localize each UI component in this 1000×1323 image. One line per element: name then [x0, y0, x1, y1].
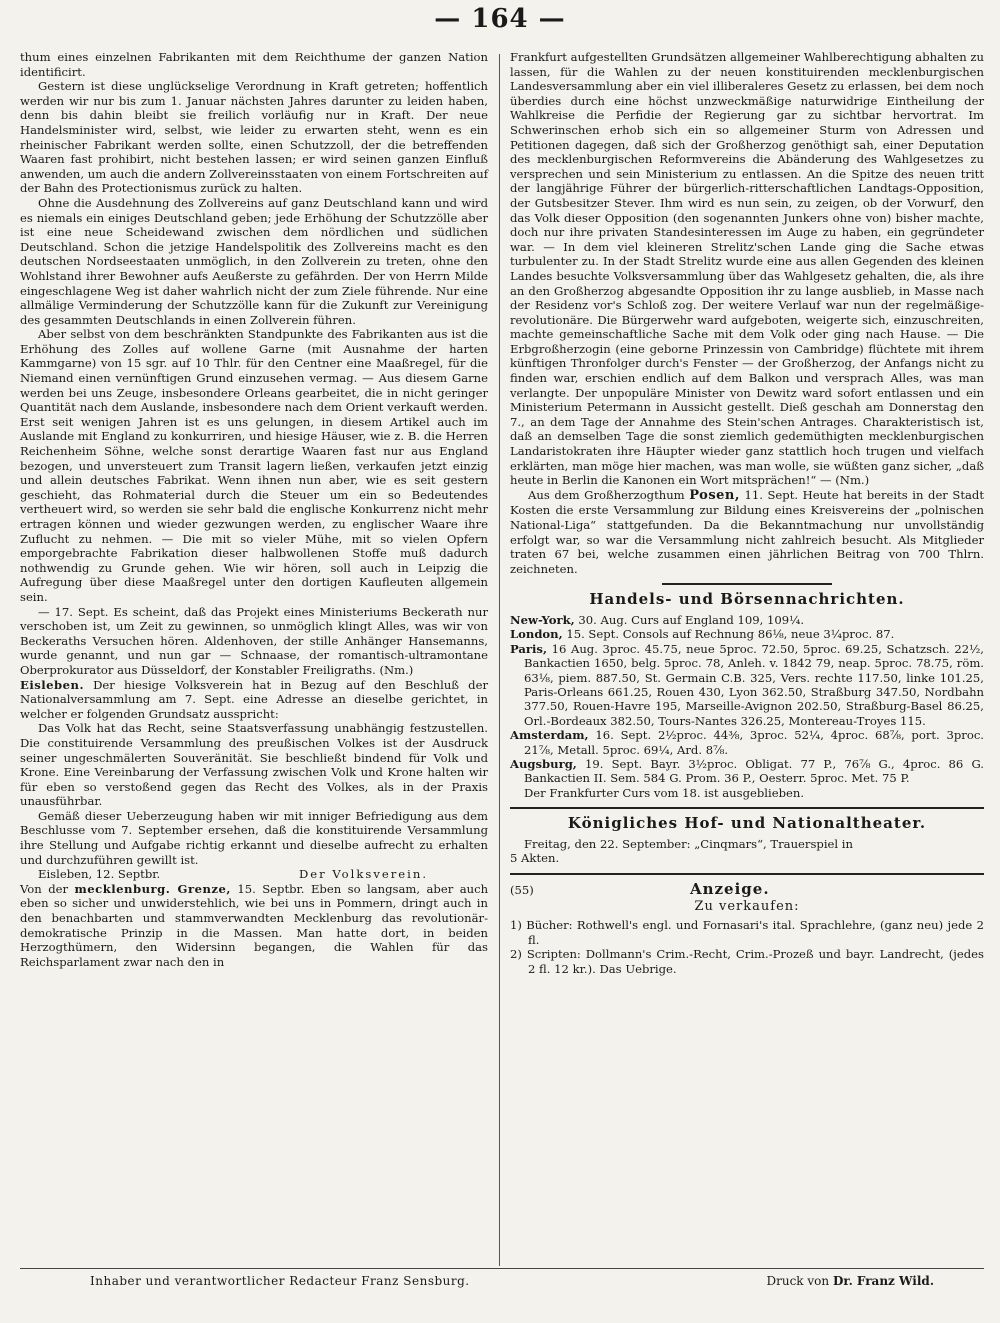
report-text: 11. Sept. Heute hat bereits in der Stadt Kosten die erste Versammlung zur Bildung eines Kreisvereins der „polnischen National-Liga“ stattgefunden. Da die Bekanntmachung nur unvollständig erfolgt war, so war die Versammlung nicht zahlreich besucht. Als Mitglieder traten 67 bei, welche zusammen einen jährlichen Beitrag von 700 Thlrn. zeichneten.	[510, 487, 984, 576]
article-paragraph: Gestern ist diese unglückselige Verordnung in Kraft getreten; hoffentlich werden wir nur bis zum 1. Januar nächsten Jahres darunter zu leiden haben, denn bis dahin bleibt sie freilich vorläufig nur in Kraft. Der neue Handelsminister wird, selbst, wie leider zu erwarten steht, wenn es ein rheinischer Fabrikant werden sollte, einen Schutzzoll, der die betreffenden Waaren fast prohibirt, nicht bestehen lassen; er wird seinen ganzen Einfluß anwenden, um auch die andern Zollvereinsstaaten von einem Fortschreiten auf der Bahn des Protectionismus zurück zu halten.	[20, 79, 488, 196]
exchange-entry	[510, 613, 984, 627]
report-quote: Das Volk hat das Recht, seine Staatsverfassung unabhängig festzustellen. Die constituirende Versammlung des preußischen Volkes ist der Ausdruck seiner ungeschmälerten Souveränität. Sie beschließt bindend für Volk und Krone. Eine Vereinbarung der Verfassung zwischen Volk und Krone halten wir für eben so verstoßend gegen das Recht des Volkes, als in der Praxis unausführbar.	[20, 721, 488, 809]
dateline-place: Eisleben.	[20, 677, 84, 692]
exchange-entry	[510, 642, 984, 728]
exchange-entry	[510, 728, 984, 757]
quote-text: 19. Sept. Bayr. 3½proc. Obligat. 77 P., 76⅞ G., 4proc. 86 G. Bankactien II. Sem. 584 G. Prom. 36 P., Oesterr. 5proc. Met. 75 P.	[524, 757, 984, 786]
advert-section	[510, 882, 984, 977]
advert-subtitle: Zu verkaufen:	[694, 898, 800, 914]
report-paragraph: Gemäß dieser Ueberzeugung haben wir mit inniger Befriedigung aus dem Beschlusse vom 7. September ersehen, daß die konstituirende Versammlung ihre Stellung und Aufgabe richtig erkannt und dieselbe aufrecht zu erhalten und durchzuführen gewillt ist.	[20, 808, 488, 867]
article-paragraph: Aber selbst von dem beschränkten Standpunkte des Fabrikanten aus ist die Erhöhung des Zolles auf wollene Garne (mit Ausnahme der harten Kammgarne) von 15 sgr. auf 10 Thlr. für den Centner eine Maaßregel, für die Niemand einen vernünftigen Grund einzusehen vermag. — Aus diesem Garne werden bei uns Zeuge, insbesondere Orleans gearbeitet, die in nicht geringer Quantität nach dem Auslande, insbesondere nach dem Orient verkauft werden. Erst seit wenigen Jahren ist es uns gelungen, in diesem Artikel auch im Auslande mit England zu konkurriren, und hiesige Häuser, wie z. B. die Herren Reichenheim Söhne, welche sonst derartige Waaren fast nur aus England bezogen, und unversteuert zum Transit lagern ließen, verkaufen jetzt einzig und allein deutsches Fabrikat. Wenn ihnen nun aber, wie es seit gestern geschieht, das Rohmaterial durch die Steuer um ein so Bedeutendes vertheuert wird, so werden sie sehr bald die englische Konkurrenz nicht mehr ertragen können und wieder gezwungen werden, zu englischer Waare ihre Zuflucht zu nehmen. — Die mit so vieler Mühe, mit so vielen Opfern emporgebrachte Fabrikation dieser halbwollenen Stoffe muß dadurch nothwendig zu Grunde gehen. Wie wir hören, soll auch in Leipzig die Aufregung über diese Maaßregel unter den dortigen Kaufleuten allgemein sein.	[20, 327, 488, 604]
signature-line	[20, 867, 488, 882]
city-name: Paris,	[510, 641, 547, 656]
printer-imprint	[766, 1274, 934, 1288]
column-divider	[499, 54, 500, 1266]
section-title: Handels- und Börsennachrichten.	[589, 590, 905, 609]
exchange-section	[510, 592, 984, 800]
exchange-note: Der Frankfurter Curs vom 18. ist ausgeblieben.	[524, 785, 805, 800]
city-name: New-York,	[510, 612, 575, 627]
article-paragraph: — 17. Sept. Es scheint, daß das Projekt eines Ministeriums Beckerath nur verschoben ist, um Zeit zu gewinnen, so unmöglich klingt Alles, was wir von Beckeraths Versuchen hören. Aldenhoven, der stille Anhänger Hansemanns, wurde genannt, und nun gar — Schnaase, der romantisch-ultramontane Oberprokurator aus Düsseldorf, der Konstabler Freiligraths. (Nm.)	[20, 604, 488, 677]
page-number: — 164 —	[434, 4, 566, 34]
quote-text: 16 Aug. 3proc. 45.75, neue 5proc. 72.50, 5proc. 69.25, Schatzsch. 22½, Bankactien 1650, belg. 5proc. 78, Anleh. v. 1842 79, neap. 5proc. 78.75, röm. 63⅛, piem. 887.50, St. Germain C.B. 325, Vers. rechte 117.50, linke 101.25, Paris-Orleans 661.25, Rouen 430, Lyon 362.50, Straßburg 347.50, Nordbahn 377.50, Rouen-Havre 195, Marseille-Avignon 202.50, Straßburg-Basel 86.25, Orl.-Bordeaux 382.50, Tours-Nantes 326.25, Montereau-Troyes 115.	[524, 641, 984, 728]
dateline-place: Posen,	[689, 487, 740, 503]
right-column	[510, 50, 984, 1272]
section-divider	[510, 873, 984, 875]
posen-report	[510, 488, 984, 577]
advert-title: Anzeige.	[690, 880, 770, 899]
city-name: Amsterdam,	[510, 728, 589, 743]
left-column	[20, 50, 488, 1272]
advert-number: (55)	[510, 883, 534, 898]
footer-rule	[20, 1268, 984, 1269]
advert-header	[510, 882, 984, 898]
theatre-section	[510, 816, 984, 866]
mecklenburg-report	[20, 882, 488, 970]
theatre-listing-cont: 5 Akten.	[510, 851, 560, 866]
section-title: Königliches Hof- und Nationaltheater.	[567, 814, 927, 833]
advert-item: 2) Scripten: Dollmann's Crim.-Recht, Crim.-Prozeß und bayr. Landrecht, (jedes 2 fl. 12 kr.). Das Uebrige.	[510, 947, 984, 976]
section-divider	[510, 807, 984, 809]
signature-date: Eisleben, 12. Septbr.	[38, 867, 161, 882]
eisleben-report	[20, 678, 488, 722]
theatre-listing: Freitag, den 22. September: „Cinqmars“, Trauerspiel in	[524, 836, 853, 851]
dateline-lead: Aus dem Großherzogthum	[528, 487, 685, 502]
dateline-lead: Von der	[20, 881, 69, 896]
exchange-entry	[510, 627, 984, 641]
article-paragraph: thum eines einzelnen Fabrikanten mit dem Reichthume der ganzen Nation identificirt.	[20, 50, 488, 79]
report-continuation: Frankfurt aufgestellten Grundsätzen allgemeiner Wahlberechtigung abhalten zu lassen, für die Wahlen zu der neuen konstituirenden mecklenburgischen Landesversammlung aber ein viel illiberaleres Gesetz zu erlassen, bei dem noch überdies durch eine höchst unzweckmäßige naturwidrige Eintheilung der Wahlkreise die Perfidie der Regierung gar zu sichtbar hervortrat. Im Schwerinschen erhob sich ein so allgemeiner Sturm von Adressen und Petitionen dagegen, daß sich der Großherzog genöthigt sah, einer Deputation des mecklenburgischen Reformvereins die Abänderung des Wahlgesetzes zu versprechen und sein Ministerium zu entlassen. An die Spitze des neuen tritt der langjährige Führer der bürgerlich-ritterschaftlichen Landtags-Opposition, der Gutsbesitzer Stever. Ihm wird es nun sein, zu zeigen, ob der Vorwurf, den das Volk dieser Opposition (den sogenannten Junkers ohne von) bisher machte, doch nur ihre privaten Standesinteressen im Auge zu haben, ein gegründeter war. — In dem viel kleineren Strelitz'schen Lande ging die Sache etwas turbulenter zu. In der Stadt Strelitz wurde eine aus allen Gegenden des kleinen Landes besuchte Volksversammlung über das Wahlgesetz gehalten, die, als ihre an den Großherzog abgesandte Opposition ihr zu lange ausblieb, in Masse nach der Residenz vor's Schloß zog. Der weitere Verlauf war nun der regelmäßige-revolutionäre. Die Bürgerwehr ward aufgeboten, weigerte sich, einzuschreiten, machte gemeinschaftliche Sache mit dem Volk oder ging nach Hause. — Die Erbgroßherzogin (eine geborne Prinzessin von Cambridge) flüchtete mit ihrem künftigen Thronfolger durch's Fenster — der Großherzog, der Anfangs nicht zu finden war, erschien endlich auf dem Balkon und versprach Alles, was man verlangte. Der unpopuläre Minister von Dewitz ward sofort entlassen und ein Ministerium Petermann in Aussicht gestellt. Dieß geschah am Donnerstag den 7., an dem Tage der Annahme des Stein'schen Antrages. Charakteristisch ist, daß an demselben Tage die sonst ziemlich gedemüthigten mecklenburgischen Landaristokraten ihre Häupter wieder ganz stattlich hoch trugen und vielfach erklärten, man möge hier machen, was man wolle, sie wüßten ganz sicher, „daß heute in Berlin die Kanonen ein Wort mitsprächen!“ — (Nm.)	[510, 50, 984, 488]
quote-text: 15. Sept. Consols auf Rechnung 86⅛, neue 3¼proc. 87.	[566, 627, 895, 642]
report-text: Der hiesige Volksverein hat in Bezug auf den Beschluß der Nationalversammlung am 7. Sept. eine Adresse an dieselbe gerichtet, in welcher er folgenden Grundsatz ausspricht:	[20, 677, 488, 721]
report-text: 15. Septbr. Eben so langsam, aber auch eben so sicher und unwiderstehlich, wie bei uns in Pommern, dringt auch in den benachbarten und stammverwandten Mecklenburg das revolutionär-demokratische Prinzip in die Massen. Man hatte dort, in beiden Herzogthümern, den Widersinn begangen, die Wahlen für das Reichsparlament zwar nach den in	[20, 881, 489, 969]
article-paragraph: Ohne die Ausdehnung des Zollvereins auf ganz Deutschland kann und wird es niemals ein einiges Deutschland geben; jede Erhöhung der Schutzzölle aber ist eine neue Scheidewand zwischen dem nördlichen und südlichen Deutschland. Schon die jetzige Handelspolitik des Zollvereins macht es den deutschen Nordseestaaten unmöglich, in den Zollverein zu treten, ohne den Wohlstand ihrer Bewohner aufs Aeußerste zu gefährden. Der von Herrn Milde eingeschlagene Weg ist daher wahrlich nicht der zum Ziele führende. Nur eine allmälige Verminderung der Schutzzölle kann für die Zukunft zur Vereinigung des gesammten Deutschlands in einen Zollverein führen.	[20, 195, 488, 327]
quote-text: 16. Sept. 2½proc. 44⅜, 3proc. 52¼, 4proc. 68⅞, port. 3proc. 21⅞, Metall. 5proc. 69¼, Ard. 8⅞.	[524, 728, 984, 757]
city-name: London,	[510, 627, 563, 642]
editor-imprint: Inhaber und verantwortlicher Redacteur Franz Sensburg.	[90, 1274, 470, 1288]
exchange-entry	[510, 757, 984, 786]
signature-name: Der Volksverein.	[298, 867, 428, 882]
printer-label: Druck von	[766, 1274, 830, 1288]
advert-item: 1) Bücher: Rothwell's engl. und Fornasari's ital. Sprachlehre, (ganz neu) jede 2 fl.	[510, 918, 984, 947]
quote-text: 30. Aug. Curs auf England 109, 109¼.	[578, 612, 805, 627]
city-name: Augsburg,	[510, 757, 577, 772]
section-divider	[662, 583, 832, 585]
dateline-place: mecklenburg. Grenze,	[74, 881, 231, 896]
printer-name: Dr. Franz Wild.	[832, 1274, 934, 1288]
imprint-footer	[20, 1274, 984, 1288]
